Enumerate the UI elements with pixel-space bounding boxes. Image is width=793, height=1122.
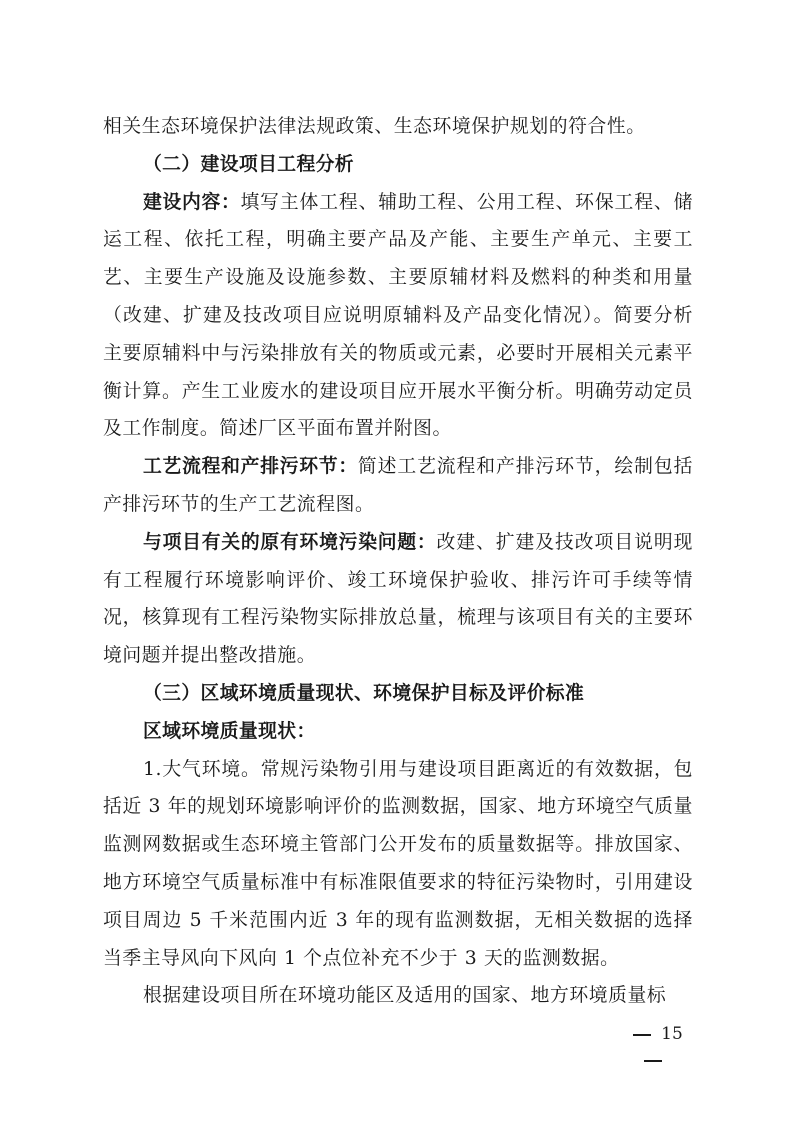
paragraph-construction-content — [103, 184, 693, 449]
label-existing-pollution: 与项目有关的原有环境污染问题： — [143, 531, 437, 553]
section-heading-regional-quality: （三）区域环境质量现状、环境保护目标及评价标准 — [143, 682, 585, 704]
subheading-regional-quality-status: 区域环境质量现状： — [143, 720, 316, 742]
section-heading-engineering-analysis: （二）建设项目工程分析 — [143, 153, 354, 175]
page-footer — [613, 1021, 693, 1073]
label-construction-content: 建设内容： — [143, 191, 241, 213]
label-process-flow: 工艺流程和产排污环节： — [143, 456, 358, 478]
paragraph-existing-pollution — [103, 524, 693, 675]
page-number: 15 — [661, 1024, 683, 1044]
body-text — [103, 108, 693, 1015]
text-existing-pollution: 改建、扩建及技改项目说明现有工程履行环境影响评价、竣工环境保护验收、排污许可手续等情况，核算现有工程污染物实际排放总量，梳理与该项目有关的主要环境问题并提出整改措施。 — [103, 531, 693, 667]
paragraph-standards: 根据建设项目所在环境功能区及适用的国家、地方环境质量标 — [143, 985, 667, 1007]
paragraph-compliance: 相关生态环境保护法律法规政策、生态环境保护规划的符合性。 — [103, 116, 646, 137]
paragraph-process-flow — [103, 448, 693, 524]
paragraph-atmosphere: 1.大气环境。常规污染物引用与建设项目距离近的有效数据，包括近 3 年的规划环境影响评价的监测数据，国家、地方环境空气质量监测网数据或生态环境主管部门公开发布的质量数据等。排放国家、地方环境空气质量标准中有标准限值要求的特征污染物时，引用建设项目周边 5 千米范围内近 3 年的现有监测数据，无相关数据的选择当季主导风向下风向 1 个点位补充不少于 3 天的监测数据。 — [103, 758, 693, 969]
text-process-flow: 简述工艺流程和产排污环节，绘制包括产排污环节的生产工艺流程图。 — [103, 456, 693, 515]
text-construction-content: 填写主体工程、辅助工程、公用工程、环保工程、储运工程、依托工程，明确主要产品及产能、主要生产单元、主要工艺、主要生产设施及设施参数、主要原辅材料及燃料的种类和用量（改建、扩建及技改项目应说明原辅料及产品变化情况）。简要分析主要原辅料中与污染排放有关的物质或元素，必要时开展相关元素平衡计算。产生工业废水的建设项目应开展水平衡分析。明确劳动定员及工作制度。简述厂区平面布置并附图。 — [103, 191, 693, 440]
dash-right — [644, 1060, 662, 1062]
dash-left — [633, 1034, 651, 1036]
